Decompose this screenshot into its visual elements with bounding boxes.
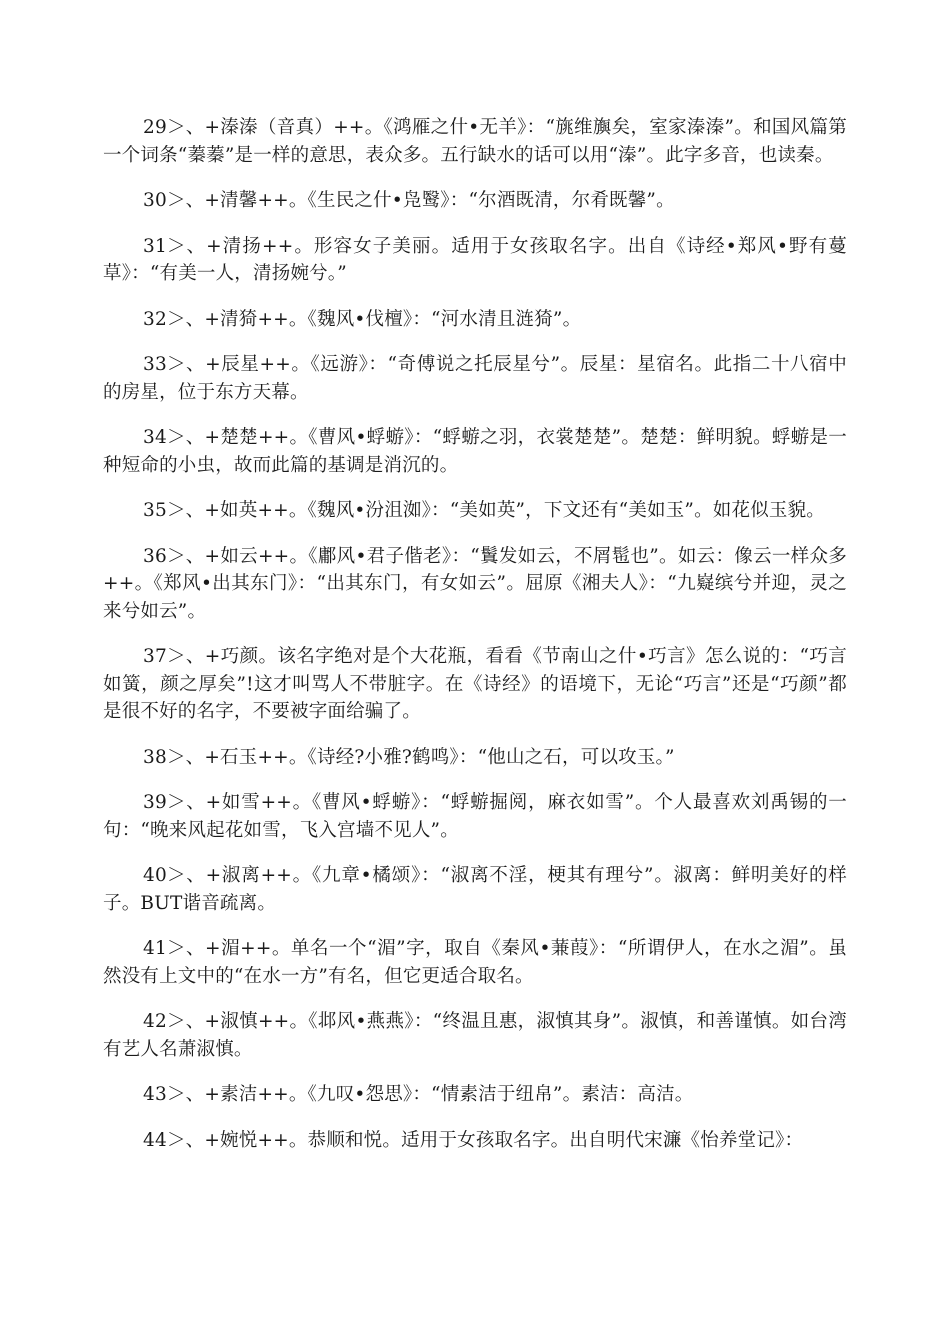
entry-paragraph: 40＞、+淑离++。《九章•橘颂》：“淑离不淫，梗其有理兮”。淑离：鲜明美好的样子。BUT谐音疏离。 — [103, 865, 847, 914]
entry-paragraph: 38＞、+石玉++。《诗经?小雅?鹤鸣》：“他山之石，可以攻玉。” — [143, 746, 675, 768]
entry-paragraph: 36＞、+如云++。《鄘风•君子偕老》：“鬒发如云，不屑髢也”。如云：像云一样众多++。《郑风•出其东门》：“出其东门，有女如云”。屈原《湘夫人》：“九嶷缤兮并迎，灵之来兮如云”。 — [103, 545, 847, 622]
entry-paragraph: 31＞、+清扬++。形容女子美丽。适用于女孩取名字。出自《诗经•郑风•野有蔓草》：“有美一人，清扬婉兮。” — [103, 235, 847, 284]
entry-paragraph: 42＞、+淑慎++。《邶风•燕燕》：“终温且惠，淑慎其身”。淑慎，和善谨慎。如台湾有艺人名萧淑慎。 — [103, 1011, 847, 1060]
entry-paragraph: 43＞、+素洁++。《九叹•怨思》：“情素洁于纽帛”。素洁：高洁。 — [143, 1084, 694, 1105]
entry-paragraph: 32＞、+清猗++。《魏风•伐檀》：“河水清且涟猗”。 — [143, 308, 582, 330]
entry-paragraph: 44＞、+婉悦++。恭顺和悦。适用于女孩取名字。出自明代宋濂《怡养堂记》： — [143, 1129, 804, 1151]
entry-paragraph: 33＞、+辰星++。《远游》：“奇傅说之托辰星兮”。辰星：星宿名。此指二十八宿中的房星，位于东方天幕。 — [103, 354, 847, 403]
entry-paragraph: 35＞、+如英++。《魏风•汾沮洳》：“美如英”，下文还有“美如玉”。如花似玉貌。 — [143, 500, 825, 521]
entry-paragraph: 29＞、+溱溱（音真）++。《鸿雁之什•无羊》：“旐维旟矣，室家溱溱”。和国风篇第一个词条“蓁蓁”是一样的意思，表众多。五行缺水的话可以用“溱”。此字多音，也读秦。 — [103, 117, 847, 166]
entry-paragraph: 41＞、+湄++。单名一个“湄”字，取自《秦风•蒹葭》：“所谓伊人，在水之湄”。虽然没有上文中的“在水一方”有名，但它更适合取名。 — [103, 938, 847, 987]
entry-paragraph: 30＞、+清馨++。《生民之什•凫鹥》：“尔酒既清，尔肴既馨”。 — [143, 190, 675, 211]
entry-paragraph: 34＞、+楚楚++。《曹风•蜉蝣》：“蜉蝣之羽，衣裳楚楚”。楚楚：鲜明貌。蜉蝣是一种短命的小虫，故而此篇的基调是消沉的。 — [103, 427, 847, 476]
entry-paragraph: 37＞、+巧颜。该名字绝对是个大花瓶，看看《节南山之什•巧言》怎么说的：“巧言如簧，颜之厚矣”!这才叫骂人不带脏字。在《诗经》的语境下，无论“巧言”还是“巧颜”都是很不好的名字，不要被字面给骗了。 — [103, 646, 847, 722]
document-body — [103, 114, 847, 1172]
entry-paragraph: 39＞、+如雪++。《曹风•蜉蝣》：“蜉蝣掘阅，麻衣如雪”。个人最喜欢刘禹锡的一句：“晚来风起花如雪，飞入宫墙不见人”。 — [103, 792, 847, 841]
